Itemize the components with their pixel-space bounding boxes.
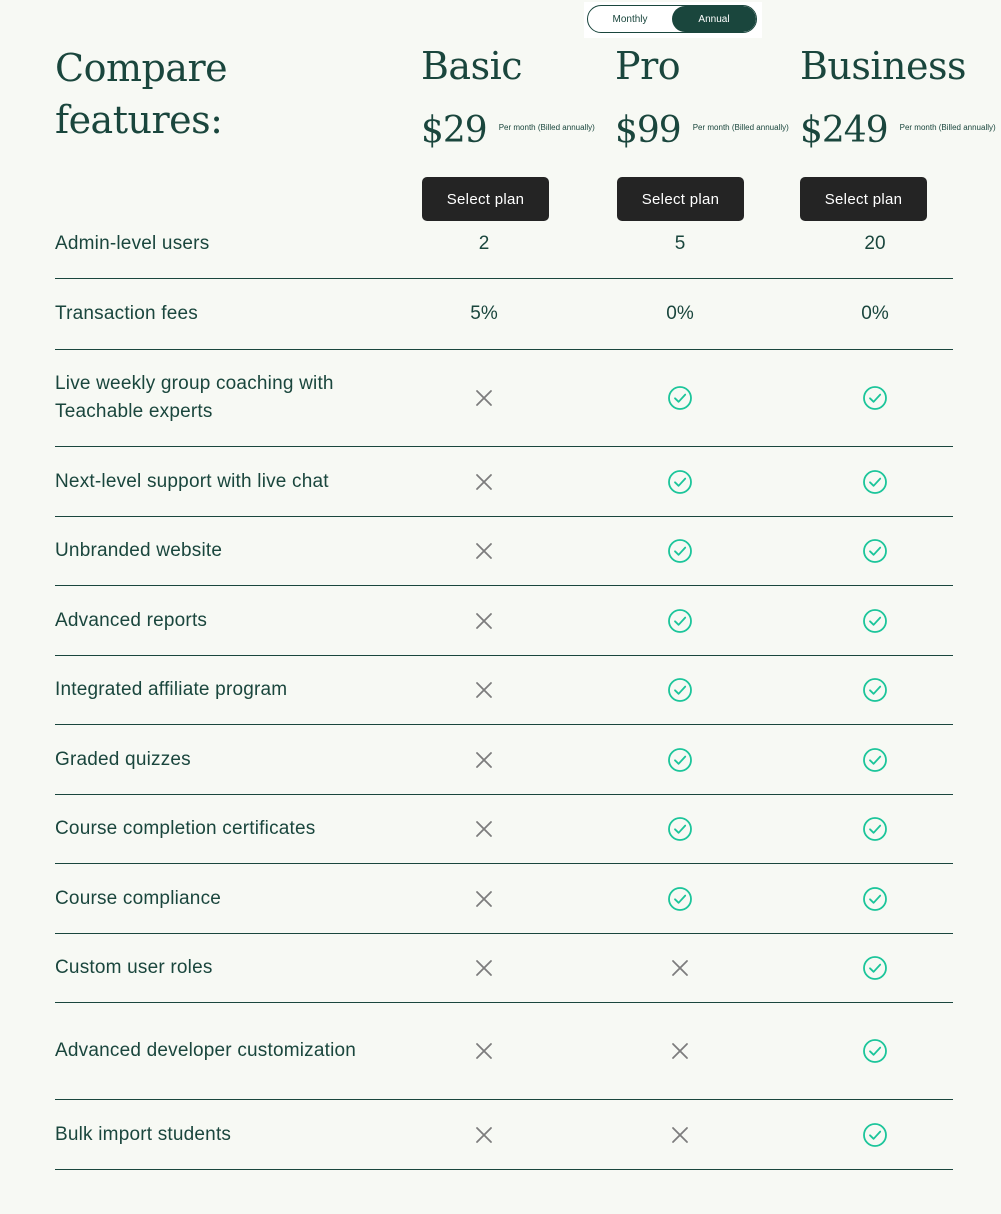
table-row bbox=[55, 1003, 953, 1100]
billing-toggle-switch[interactable] bbox=[587, 5, 757, 33]
cross-icon bbox=[454, 447, 514, 516]
cross-icon bbox=[454, 1003, 514, 1099]
check-circle-icon bbox=[845, 864, 905, 933]
table-row bbox=[55, 279, 953, 350]
feature-label: Next-level support with live chat bbox=[55, 470, 329, 492]
table-row bbox=[55, 795, 953, 864]
value-business: 20 bbox=[864, 232, 886, 254]
plan-business bbox=[800, 40, 996, 166]
feature-label: Transaction fees bbox=[55, 303, 198, 324]
select-plan-basic-button[interactable]: Select plan bbox=[422, 177, 549, 221]
plan-name: Business bbox=[800, 44, 967, 88]
feature-label: Advanced developer customization bbox=[55, 1040, 357, 1061]
table-row bbox=[55, 656, 953, 725]
page-title bbox=[55, 42, 227, 146]
value-pro: 0% bbox=[666, 303, 694, 324]
check-circle-icon bbox=[650, 656, 710, 724]
check-circle-icon bbox=[650, 864, 710, 933]
price-note: Per month (Billed annually) bbox=[899, 122, 996, 132]
table-row bbox=[55, 934, 953, 1003]
cross-icon bbox=[454, 1100, 514, 1169]
table-row bbox=[55, 447, 953, 517]
plan-name: Pro bbox=[615, 44, 681, 88]
table-row bbox=[55, 350, 953, 447]
cross-icon bbox=[454, 350, 514, 446]
cross-icon bbox=[454, 934, 514, 1002]
check-circle-icon bbox=[845, 795, 905, 863]
billing-toggle bbox=[584, 2, 762, 38]
cross-icon bbox=[650, 1100, 710, 1169]
value-pro: 5 bbox=[674, 232, 686, 254]
price-note: Per month (Billed annually) bbox=[692, 122, 789, 132]
cross-icon bbox=[454, 795, 514, 863]
cross-icon bbox=[650, 934, 710, 1002]
select-plan-pro-button[interactable]: Select plan bbox=[617, 177, 744, 221]
toggle-annual[interactable]: Annual bbox=[672, 6, 756, 32]
plan-price: $29 bbox=[421, 110, 487, 151]
feature-label: Live weekly group coaching with Teachable experts bbox=[55, 373, 334, 422]
title-line-2: features: bbox=[55, 98, 223, 142]
plan-price: $249 bbox=[800, 110, 888, 151]
cross-icon bbox=[650, 1003, 710, 1099]
feature-label: Integrated affiliate program bbox=[55, 679, 288, 700]
value-basic: 5% bbox=[470, 303, 498, 324]
feature-table bbox=[55, 209, 953, 1170]
check-circle-icon bbox=[650, 447, 710, 516]
table-row bbox=[55, 209, 953, 279]
price-note: Per month (Billed annually) bbox=[498, 122, 595, 132]
value-basic: 2 bbox=[478, 232, 490, 254]
table-row bbox=[55, 586, 953, 656]
check-circle-icon bbox=[845, 517, 905, 585]
feature-label: Course compliance bbox=[55, 887, 222, 909]
plan-pro bbox=[615, 40, 789, 166]
value-business: 0% bbox=[861, 303, 889, 324]
check-circle-icon bbox=[845, 656, 905, 724]
table-row bbox=[55, 725, 953, 795]
check-circle-icon bbox=[845, 586, 905, 655]
feature-label: Graded quizzes bbox=[55, 748, 191, 770]
cross-icon bbox=[454, 517, 514, 585]
plan-name: Basic bbox=[421, 44, 523, 88]
feature-label: Advanced reports bbox=[55, 609, 208, 631]
check-circle-icon bbox=[650, 517, 710, 585]
table-row bbox=[55, 1100, 953, 1170]
table-row bbox=[55, 517, 953, 586]
check-circle-icon bbox=[650, 795, 710, 863]
cross-icon bbox=[454, 864, 514, 933]
plan-price: $99 bbox=[615, 110, 681, 151]
check-circle-icon bbox=[845, 725, 905, 794]
check-circle-icon bbox=[845, 934, 905, 1002]
plan-basic bbox=[421, 40, 595, 166]
feature-label: Unbranded website bbox=[55, 540, 223, 561]
check-circle-icon bbox=[650, 586, 710, 655]
cross-icon bbox=[454, 656, 514, 724]
feature-label: Custom user roles bbox=[55, 957, 213, 978]
check-circle-icon bbox=[845, 350, 905, 446]
check-circle-icon bbox=[845, 1003, 905, 1099]
cross-icon bbox=[454, 586, 514, 655]
feature-label: Course completion certificates bbox=[55, 818, 316, 839]
title-line-1: Compare bbox=[55, 46, 228, 90]
table-row bbox=[55, 864, 953, 934]
feature-label: Admin-level users bbox=[55, 232, 210, 254]
feature-label: Bulk import students bbox=[55, 1123, 232, 1145]
check-circle-icon bbox=[845, 447, 905, 516]
select-plan-business-button[interactable]: Select plan bbox=[800, 177, 927, 221]
check-circle-icon bbox=[845, 1100, 905, 1169]
check-circle-icon bbox=[650, 725, 710, 794]
check-circle-icon bbox=[650, 350, 710, 446]
toggle-monthly[interactable]: Monthly bbox=[612, 13, 648, 25]
cross-icon bbox=[454, 725, 514, 794]
